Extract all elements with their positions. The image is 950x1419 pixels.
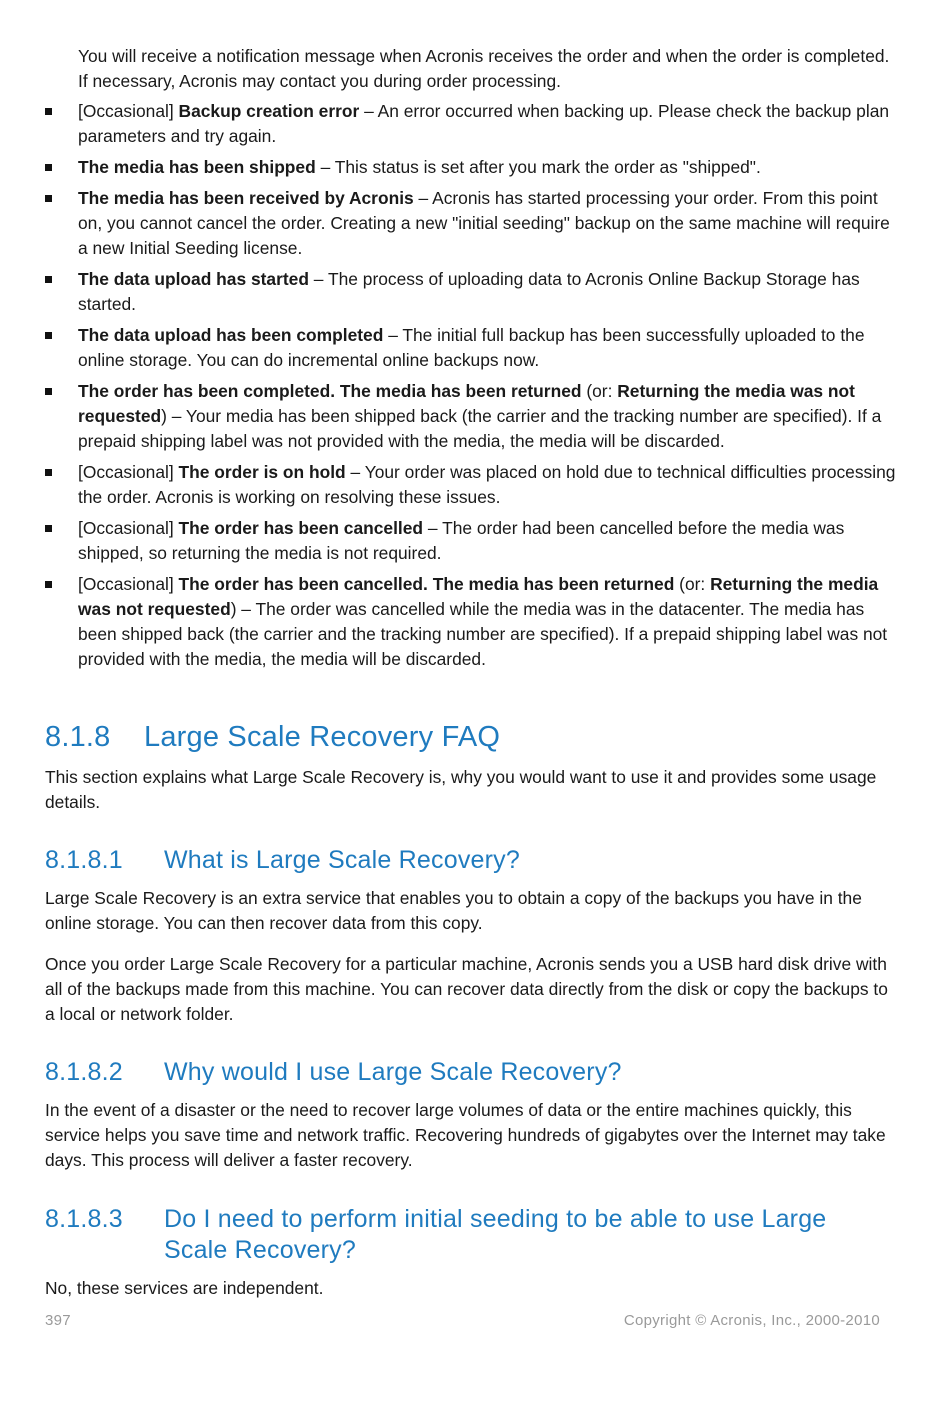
square-bullet-icon: [45, 108, 52, 115]
section-title: What is Large Scale Recovery?: [164, 846, 520, 874]
square-bullet-icon: [45, 388, 52, 395]
section-8182-body: In the event of a disaster or the need to recover large volumes of data or the entire machines quickly, this service helps you save time and network traffic. Recovering hundreds of gigabytes over the Internet may take days. This process will deliver a faster recovery.: [45, 1100, 886, 1170]
list-item: [Occasional] Backup creation error – An error occurred when backing up. Please check the backup plan parameters and try again.: [0, 99, 900, 149]
list-item: The data upload has started – The process of uploading data to Acronis Online Backup Storage has started.: [0, 267, 900, 317]
section-8181-body-2: Once you order Large Scale Recovery for a particular machine, Acronis sends you a USB hard disk drive with all of the backups made from this machine. You can recover data directly from the disk or copy the backups to a local or network folder.: [45, 954, 888, 1024]
section-heading-8183: [45, 1204, 845, 1266]
square-bullet-icon: [45, 195, 52, 202]
section-title: Do I need to perform initial seeding to be able to use Large Scale Recovery?: [164, 1205, 827, 1264]
copyright-notice: Copyright © Acronis, Inc., 2000-2010: [623, 1312, 880, 1329]
section-heading-818: [45, 719, 500, 755]
list-item: The data upload has been completed – The initial full backup has been successfully uploaded to the online storage. You can do incremental online backups now.: [0, 323, 900, 373]
section-heading-8181: [45, 845, 845, 876]
section-8183-body: No, these services are independent.: [45, 1278, 324, 1298]
order-status-list: [0, 99, 950, 678]
section-number: 8.1.8.2: [45, 1058, 123, 1086]
list-item: The media has been received by Acronis – Acronis has started processing your order. From this point on, you cannot cancel the order. Creating a new "initial seeding" backup on the same machine will require a new Initial Seeding license.: [0, 186, 900, 261]
section-number: 8.1.8.3: [45, 1205, 123, 1233]
square-bullet-icon: [45, 332, 52, 339]
list-item: [Occasional] The order has been cancelled. The media has been returned (or: Returning the media was not requested) – The order was cancelled while the media was in the datacenter. The media has been shipped back (the carrier and the tracking number are specified). If a prepaid shipping label was not provided with the media, the media will be discarded.: [0, 572, 900, 672]
square-bullet-icon: [45, 276, 52, 283]
section-number: 8.1.8: [45, 721, 111, 753]
square-bullet-icon: [45, 525, 52, 532]
section-heading-8182: [45, 1057, 845, 1088]
page-number: 397: [45, 1312, 71, 1329]
section-818-body: This section explains what Large Scale Recovery is, why you would want to use it and provides some usage details.: [45, 767, 877, 812]
list-item: [Occasional] The order has been cancelled – The order had been cancelled before the media was shipped, so returning the media is not required.: [0, 516, 900, 566]
section-number: 8.1.8.1: [45, 846, 123, 874]
section-title: Large Scale Recovery FAQ: [144, 721, 501, 753]
intro-paragraph: You will receive a notification message when Acronis receives the order and when the order is completed. If necessary, Acronis may contact you during order processing.: [78, 46, 890, 91]
square-bullet-icon: [45, 469, 52, 476]
list-item: [Occasional] The order is on hold – Your order was placed on hold due to technical difficulties processing the order. Acronis is working on resolving these issues.: [0, 460, 900, 510]
square-bullet-icon: [45, 164, 52, 171]
square-bullet-icon: [45, 581, 52, 588]
section-title: Why would I use Large Scale Recovery?: [164, 1058, 622, 1086]
list-item: The media has been shipped – This status is set after you mark the order as "shipped".: [0, 155, 900, 180]
list-item: The order has been completed. The media has been returned (or: Returning the media was not requested) – Your media has been shipped back (the carrier and the tracking number are specified). If a prepaid shipping label was not provided with the media, the media will be discarded.: [0, 379, 900, 454]
section-8181-body-1: Large Scale Recovery is an extra service that enables you to obtain a copy of the backups you have in the online storage. You can then recover data from this copy.: [45, 888, 862, 933]
